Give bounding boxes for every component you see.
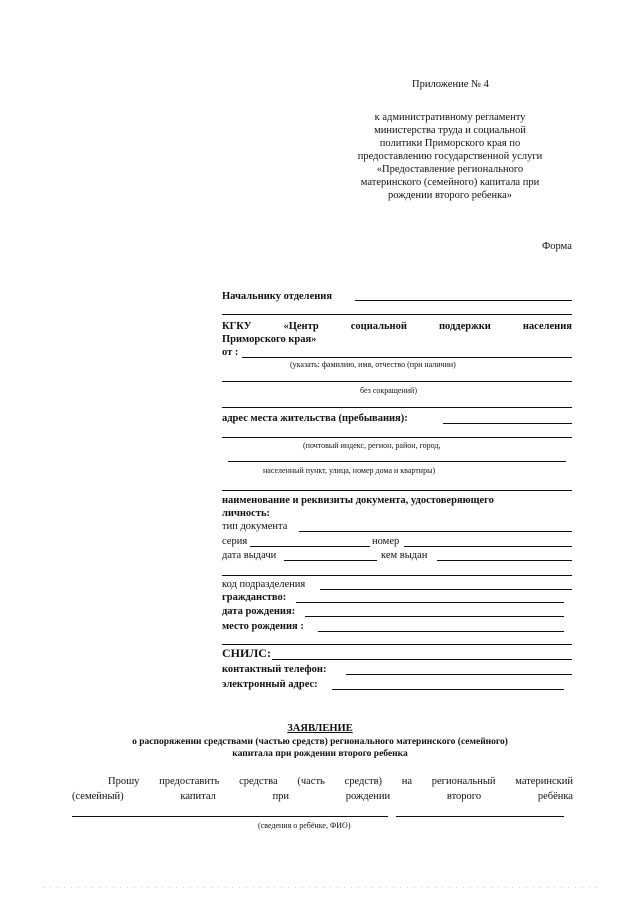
doc-label-1: наименование и реквизиты документа, удостоверяющего: [222, 495, 494, 506]
body-word: второго: [446, 791, 482, 802]
from-line[interactable]: [242, 357, 572, 358]
snils-label: СНИЛС:: [222, 646, 271, 660]
annex-line: к административному регламенту: [374, 112, 526, 123]
address-line[interactable]: [443, 423, 572, 424]
org-word: населения: [522, 321, 572, 332]
org-word: поддержки: [438, 321, 491, 332]
body-word: материнский: [515, 776, 573, 787]
phone-field[interactable]: [346, 674, 572, 675]
fio-hint: (указать: фамилию, имя, отчество (при наличии): [290, 360, 456, 369]
address-line-4[interactable]: [222, 490, 572, 491]
series-field[interactable]: [250, 546, 370, 547]
head-extra-line[interactable]: [222, 314, 572, 315]
form-label: Форма: [542, 241, 572, 252]
birth-place-field-2[interactable]: [222, 644, 572, 645]
body-word: Прошу: [108, 776, 140, 787]
issue-date-label: дата выдачи: [222, 550, 277, 561]
body-word: средства: [239, 776, 278, 787]
annex-line: «Предоставление регионального: [376, 164, 524, 175]
child-info-field-2[interactable]: [396, 816, 564, 817]
issued-by-field[interactable]: [437, 560, 572, 561]
body-word: средств): [344, 776, 383, 787]
body-word: предоставить: [159, 776, 220, 787]
citizenship-field[interactable]: [296, 602, 564, 603]
statement-subtitle-1: о распоряжении средствами (частью средств) регионального материнского (семейного): [132, 737, 508, 747]
body-line-2: [72, 790, 573, 803]
annex-line: предоставлению государственной услуги: [357, 151, 543, 162]
address-label: адрес места жительства (пребывания):: [222, 413, 408, 424]
org-word: «Центр: [283, 321, 319, 332]
issued-by-label: кем выдан: [381, 550, 428, 561]
org-line1: [222, 320, 572, 333]
annex-line: материнского (семейного) капитала при: [360, 177, 540, 188]
dept-code-label: код подразделения: [222, 579, 306, 590]
birth-place-field[interactable]: [318, 631, 564, 632]
doc-type-label: тип документа: [222, 521, 288, 532]
body-word: региональный: [431, 776, 496, 787]
citizenship-label: гражданство:: [222, 592, 287, 603]
body-word: (семейный): [72, 791, 124, 802]
child-info-field[interactable]: [72, 816, 388, 817]
issue-date-field[interactable]: [284, 560, 377, 561]
statement-subtitle-2: капитала при рождении второго ребенка: [232, 749, 408, 759]
body-word: (часть: [297, 776, 325, 787]
body-word: капитал: [180, 791, 216, 802]
email-label: электронный адрес:: [222, 679, 318, 690]
scan-artifact-dots: [40, 886, 600, 889]
number-field[interactable]: [404, 546, 572, 547]
head-name-line[interactable]: [355, 300, 572, 301]
body-line-1: [108, 775, 573, 788]
annex-description: [330, 111, 570, 202]
org-word: КГКУ: [222, 321, 252, 332]
birth-place-label: место рождения :: [222, 621, 304, 632]
org-line2: Приморского края»: [222, 334, 317, 345]
address-hint-2: населенный пункт, улица, номер дома и квартиры): [263, 466, 436, 475]
head-label: Начальнику отделения: [222, 291, 333, 302]
email-field[interactable]: [332, 689, 564, 690]
birth-date-field[interactable]: [305, 616, 564, 617]
statement-title: ЗАЯВЛЕНИЕ: [287, 723, 353, 734]
doc-type-field[interactable]: [299, 531, 572, 532]
dept-code-field[interactable]: [320, 589, 572, 590]
doc-label-2: личность:: [222, 508, 271, 519]
body-word: при: [272, 791, 290, 802]
number-label: номер: [372, 536, 400, 547]
body-word: на: [401, 776, 413, 787]
address-hint-1: (почтовый индекс, регион, район, город,: [303, 441, 441, 450]
body-word: ребёнка: [537, 791, 573, 802]
from-label: от :: [222, 347, 239, 358]
fio-line-2[interactable]: [222, 407, 572, 408]
annex-line: рождении второго ребенка»: [387, 190, 513, 201]
series-label: серия: [222, 536, 248, 547]
annex-title: Приложение № 4: [412, 79, 489, 90]
body-word: рождении: [345, 791, 391, 802]
annex-line: министерства труда и социальной: [374, 125, 526, 136]
phone-label: контактный телефон:: [222, 664, 327, 675]
address-line-2[interactable]: [222, 437, 572, 438]
address-line-3[interactable]: [228, 461, 566, 462]
org-word: социальной: [350, 321, 407, 332]
annex-line: политики Приморского края по: [379, 138, 521, 149]
no-abbr-hint: без сокращений): [360, 386, 417, 395]
child-info-hint: (сведения о ребёнке, ФИО): [258, 821, 351, 830]
snils-field[interactable]: [272, 659, 572, 660]
birth-date-label: дата рождения:: [222, 606, 296, 617]
fio-line[interactable]: [222, 381, 572, 382]
issued-by-field-2[interactable]: [222, 575, 572, 576]
